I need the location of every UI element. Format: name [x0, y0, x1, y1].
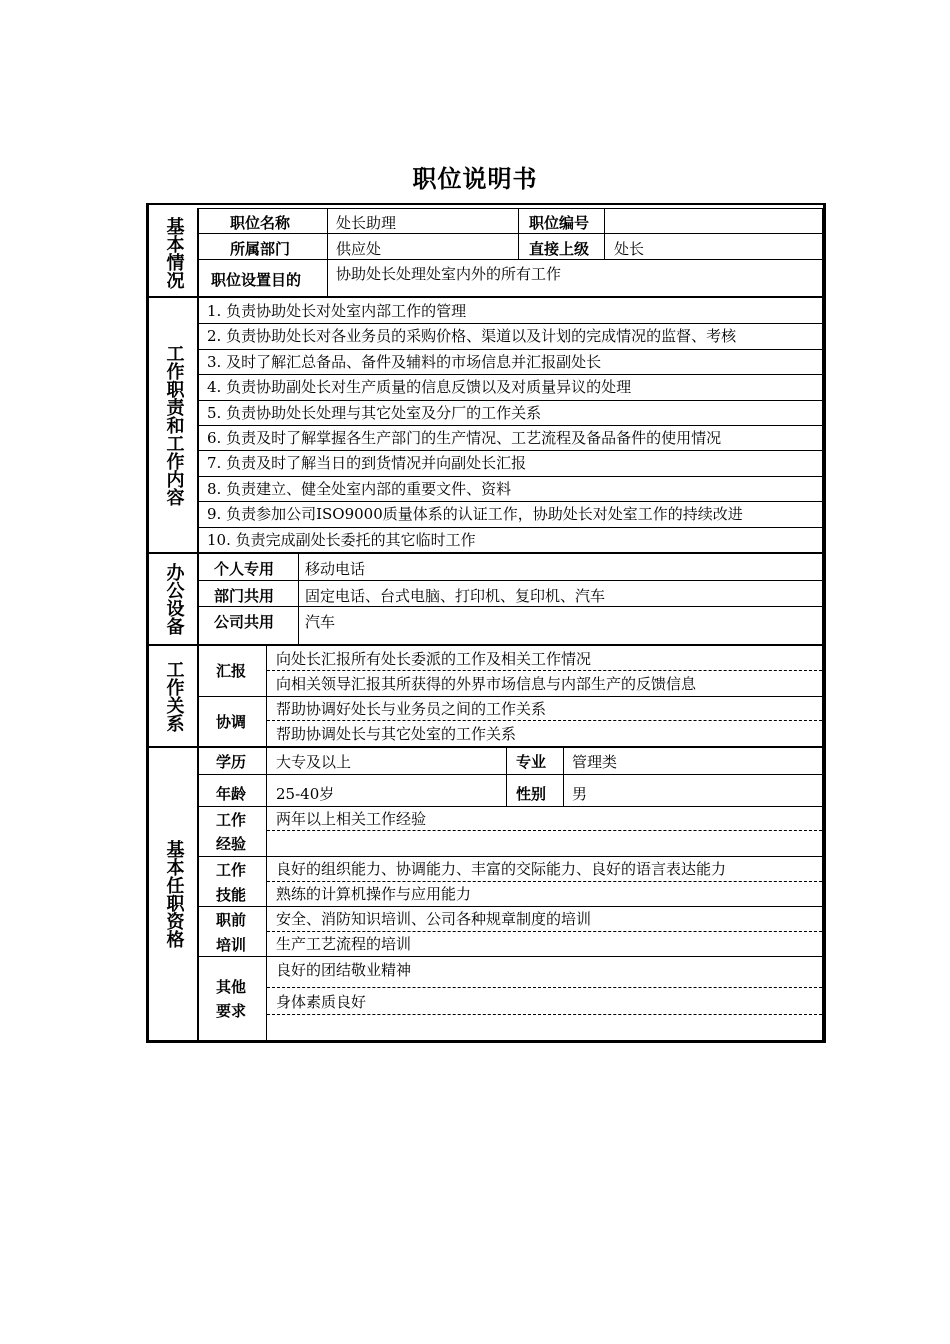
col-line — [506, 748, 507, 806]
department-equipment-value: 固定电话、台式电脑、打印机、复印机、汽车 — [305, 587, 606, 605]
duty-item: 9. 负责参加公司ISO9000质量体系的认证工作，协助处长对处室工作的持续改进 — [207, 505, 743, 524]
duty-item: 8. 负责建立、健全处室内部的重要文件、资料 — [207, 479, 512, 498]
training-label-2: 培训 — [216, 936, 247, 954]
bottom-label-line — [198, 1040, 267, 1042]
purpose-label: 职位设置目的 — [211, 271, 302, 289]
dashed-line — [267, 931, 822, 932]
col-line — [604, 208, 605, 259]
row-line — [198, 774, 822, 775]
major-value: 管理类 — [572, 753, 618, 771]
section-line — [148, 644, 822, 646]
duty-item: 6. 负责及时了解掌握各生产部门的生产情况、工艺流程及备品备件的使用情况 — [207, 429, 722, 447]
section-qualifications-label: 基本任职资格 — [163, 840, 185, 948]
section-line — [148, 296, 822, 298]
report-label: 汇报 — [216, 662, 247, 680]
dashed-line — [267, 670, 822, 671]
duty-item: 3. 及时了解汇总备品、备件及辅料的市场信息并汇报副处长 — [207, 352, 602, 371]
coordinate-line-2: 帮助协调处长与其它处室的工作关系 — [276, 725, 517, 743]
superior-value: 处长 — [614, 240, 645, 258]
section-line — [148, 746, 822, 748]
duty-item: 4. 负责协助副处长对生产质量的信息反馈以及对质量异议的处理 — [207, 378, 632, 397]
position-name-value: 处长助理 — [336, 214, 397, 232]
department-label: 所属部门 — [230, 240, 291, 258]
row-line — [198, 956, 822, 957]
other-label-1: 其他 — [216, 978, 247, 996]
training-line-1: 安全、消防知识培训、公司各种规章制度的培训 — [276, 910, 592, 928]
age-label: 年龄 — [216, 785, 247, 803]
page-title: 职位说明书 — [412, 165, 538, 193]
other-line-1: 良好的团结敬业精神 — [276, 961, 412, 979]
superior-label: 直接上级 — [529, 240, 590, 258]
experience-label-1: 工作 — [216, 811, 247, 829]
other-label-2: 要求 — [216, 1002, 247, 1020]
row-line — [198, 425, 822, 426]
row-line — [198, 906, 822, 907]
row-line — [198, 450, 822, 451]
skills-label-1: 工作 — [216, 861, 247, 879]
col-line — [563, 748, 564, 806]
dashed-line — [267, 1014, 822, 1015]
row-line — [198, 323, 822, 324]
inner-top-border — [197, 208, 823, 209]
row-line — [198, 259, 822, 260]
education-label: 学历 — [216, 753, 247, 771]
col-line — [327, 208, 328, 296]
coordinate-line-1: 帮助协调好处长与业务员之间的工作关系 — [276, 700, 547, 718]
training-label-1: 职前 — [216, 911, 247, 929]
personal-equipment-label: 个人专用 — [214, 560, 275, 578]
row-line — [198, 856, 822, 857]
training-line-2: 生产工艺流程的培训 — [276, 935, 412, 953]
section-basic-label: 基本情况 — [163, 217, 185, 289]
col-line — [518, 208, 519, 259]
purpose-value: 协助处长处理处室内外的所有工作 — [336, 265, 562, 283]
experience-label-2: 经验 — [216, 835, 247, 853]
inner-right-border — [822, 208, 823, 1040]
dashed-line — [267, 987, 822, 988]
gender-value: 男 — [572, 785, 588, 803]
company-equipment-label: 公司共用 — [214, 613, 275, 631]
major-label: 专业 — [516, 753, 547, 771]
col-line — [298, 554, 299, 644]
coordinate-label: 协调 — [216, 713, 247, 731]
col-line — [266, 748, 267, 1043]
department-value: 供应处 — [336, 240, 382, 258]
section-line — [148, 552, 822, 554]
age-value: 25-40岁 — [276, 785, 335, 803]
duty-item: 2. 负责协助处长对各业务员的采购价格、渠道以及计划的完成情况的监督、考核 — [207, 327, 737, 346]
section-equipment-label: 办公设备 — [163, 563, 185, 635]
report-line-2: 向相关领导汇报其所获得的外界市场信息与内部生产的反馈信息 — [276, 675, 697, 693]
dashed-line — [267, 720, 822, 721]
skills-label-2: 技能 — [216, 886, 247, 904]
department-equipment-label: 部门共用 — [214, 587, 275, 605]
duty-item: 1. 负责协助处长对处室内部工作的管理 — [207, 302, 467, 320]
company-equipment-value: 汽车 — [305, 613, 336, 631]
duty-item: 10. 负责完成副处长委托的其它临时工作 — [207, 530, 476, 549]
row-line — [198, 501, 822, 502]
personal-equipment-value: 移动电话 — [305, 560, 366, 578]
experience-line-1: 两年以上相关工作经验 — [276, 810, 427, 828]
position-no-label: 职位编号 — [529, 214, 590, 232]
row-line — [198, 696, 822, 697]
dashed-line — [267, 881, 822, 882]
gender-label: 性别 — [516, 785, 547, 803]
skills-line-1: 良好的组织能力、协调能力、丰富的交际能力、良好的语言表达能力 — [276, 860, 727, 878]
row-line — [198, 806, 822, 807]
row-line — [198, 580, 822, 581]
duty-item: 7. 负责及时了解当日的到货情况并向副处长汇报 — [207, 454, 527, 473]
skills-line-2: 熟练的计算机操作与应用能力 — [276, 885, 472, 903]
education-value: 大专及以上 — [276, 753, 352, 771]
section-duties-label: 工作职责和工作内容 — [163, 344, 185, 506]
report-line-1: 向处长汇报所有处长委派的工作及相关工作情况 — [276, 650, 592, 668]
row-line — [198, 374, 822, 375]
row-line — [198, 233, 822, 234]
row-line — [198, 606, 822, 607]
dashed-line — [267, 830, 822, 831]
position-name-label: 职位名称 — [230, 214, 291, 232]
duty-item: 5. 负责协助处长处理与其它处室及分厂的工作关系 — [207, 403, 542, 422]
section-relations-label: 工作关系 — [163, 660, 185, 732]
other-line-2: 身体素质良好 — [276, 993, 367, 1011]
